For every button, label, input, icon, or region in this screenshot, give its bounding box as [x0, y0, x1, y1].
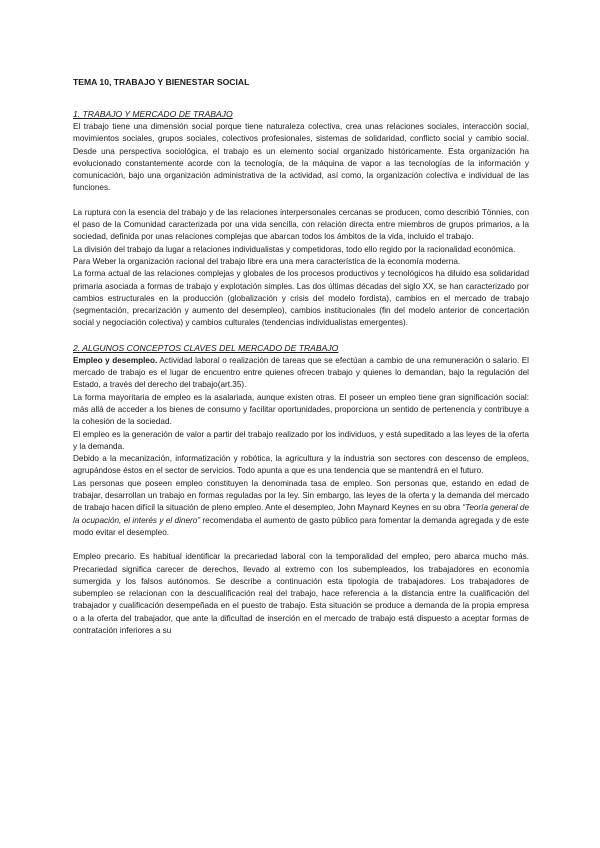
s2-paragraph-1 [73, 355, 529, 392]
s2-p1-text: Actividad laboral o realización de tareas que se efectúan a cambio de una remuneración o salario. El mercado de trabajo es el lugar de encuentro entre quienes ofrecen trabajo y quienes lo demandan, bajo la regulación del Estado, a través del derecho del trabajo(art.35). [73, 355, 529, 390]
s2-p5-text-a: Las personas que poseen empleo constituyen la denominada tasa de empleo. Son personas que, estando en edad de trabajar, desarrollan un trabajo en formas reguladas por la ley. Sin embargo, las leyes de la oferta y la demanda del mercado de trabajo hacen difícil la situación de pleno empleo. Ante el desempleo, John Maynard Keynes en su obra [73, 478, 529, 513]
s2-paragraph-4: Debido a la mecanización, informatización y robótica, la agricultura y la industria son sectores con descenso de empleos, agrupándose éstos en el sector de servicios. Todo apunta a que es una tendencia que se mantendrá en el futuro. [73, 454, 529, 476]
s2-paragraph-2: La forma mayoritaria de empleo es la asalariada, aunque existen otras. El poseer un empleo tiene gran significación social: más allá de acceder a los bienes de consumo y facilitar oportunidades, proporciona un sentido de pertenencia y contribuye a la cohesión de la sociedad. [73, 392, 529, 427]
s1-paragraph-2: La ruptura con la esencia del trabajo y de las relaciones interpersonales cercanas se producen, como describió Tönnies, con el paso de la Comunidad caracterizada por una vida sencilla, con relación directa entre miembros de grupos primarios, a la sociedad, definida por unas relaciones complejas que abarcan todos los ámbitos de la vida, incluido el trabajo. [73, 207, 529, 242]
s1-paragraph-1: El trabajo tiene una dimensión social porque tiene naturaleza colectiva, crea unas relaciones sociales, interacción social, movimientos sociales, grupos sociales, colectivos profesionales, sistemas de solidaridad, conflicto social y cambio social. Desde una perspectiva sociológica, el trabajo es un elemento social organizado históricamente. Esta organización ha evolucionado constantemente acorde con la tecnología, de la máquina de vapor a las tecnologías de la información y comunicación, bajo una organización administrativa de la actividad, así como, la organización colectiva e individual de las funciones. [73, 122, 529, 193]
s2-paragraph-5 [73, 478, 529, 539]
document-title: TEMA 10, TRABAJO Y BIENESTAR SOCIAL [73, 77, 250, 87]
s2-paragraph-6: Empleo precario. Es habitual identificar la precariedad laboral con la temporalidad del empleo, pero abarca mucho más. Precariedad significa carecer de derechos, llevado al extremo con los subempleados, los trabajadores en economía sumergida y los falsos autónomos. Se describe a continuación esta tipología de trabajadores. Los trabajadores de subempleo se relacionan con la descualificación real del trabajo, hace referencia a la distancia entre la cualificación del trabajador y cualificación desempeñada en el puesto de trabajo. Esta situación se produce a demanda de la propia empresa o a la oferta del trabajador, que ante la dificultad de inserción en el mercado de trabajo está dispuesto a aceptar formas de contratación inferiores a su [73, 552, 529, 635]
s2-p5-book-title: “Teoría general de la ocupación, el interés y el dinero” [73, 503, 530, 525]
s2-p5-text-b: recomendaba el aumento de gasto público para fomentar la demanda agregada y de este modo evitar el desempleo. [73, 515, 529, 537]
s2-paragraph-3: El empleo es la generación de valor a partir del trabajo realizado por los individuos, y está supeditado a las leyes de la oferta y la demanda. [73, 429, 529, 451]
s2-p1-bold-term: Empleo y desempleo. [73, 355, 158, 365]
section-2-heading: 2. ALGUNOS CONCEPTOS CLAVES DEL MERCADO DE TRABAJO [73, 342, 339, 353]
s1-paragraph-3: La división del trabajo da lugar a relaciones individualistas y competidoras, todo ello regido por la racionalidad económica. [73, 244, 516, 254]
s1-paragraph-5: La forma actual de las relaciones complejas y globales de los procesos productivos y tecnológicos ha diluido esa solidaridad primaria asociada a formas de trabajo y explotación simples. Las dos últimas décadas del siglo XX, se han caracterizado por cambios estructurales en la producción (globalización y crisis del modelo fordista), cambios en el mercado de trabajo (segmentación, precarización y aumento del desempleo), cambios institucionales (fin del modelo anterior de concertación social y negociación colectiva) y cambios culturales (tendencias individualistas emergentes). [73, 269, 529, 328]
s1-paragraph-4: Para Weber la organización racional del trabajo libre era una mera característica de la economía moderna. [73, 256, 461, 266]
document-page [73, 77, 529, 637]
section-1-heading: 1. TRABAJO Y MERCADO DE TRABAJO [73, 109, 233, 119]
